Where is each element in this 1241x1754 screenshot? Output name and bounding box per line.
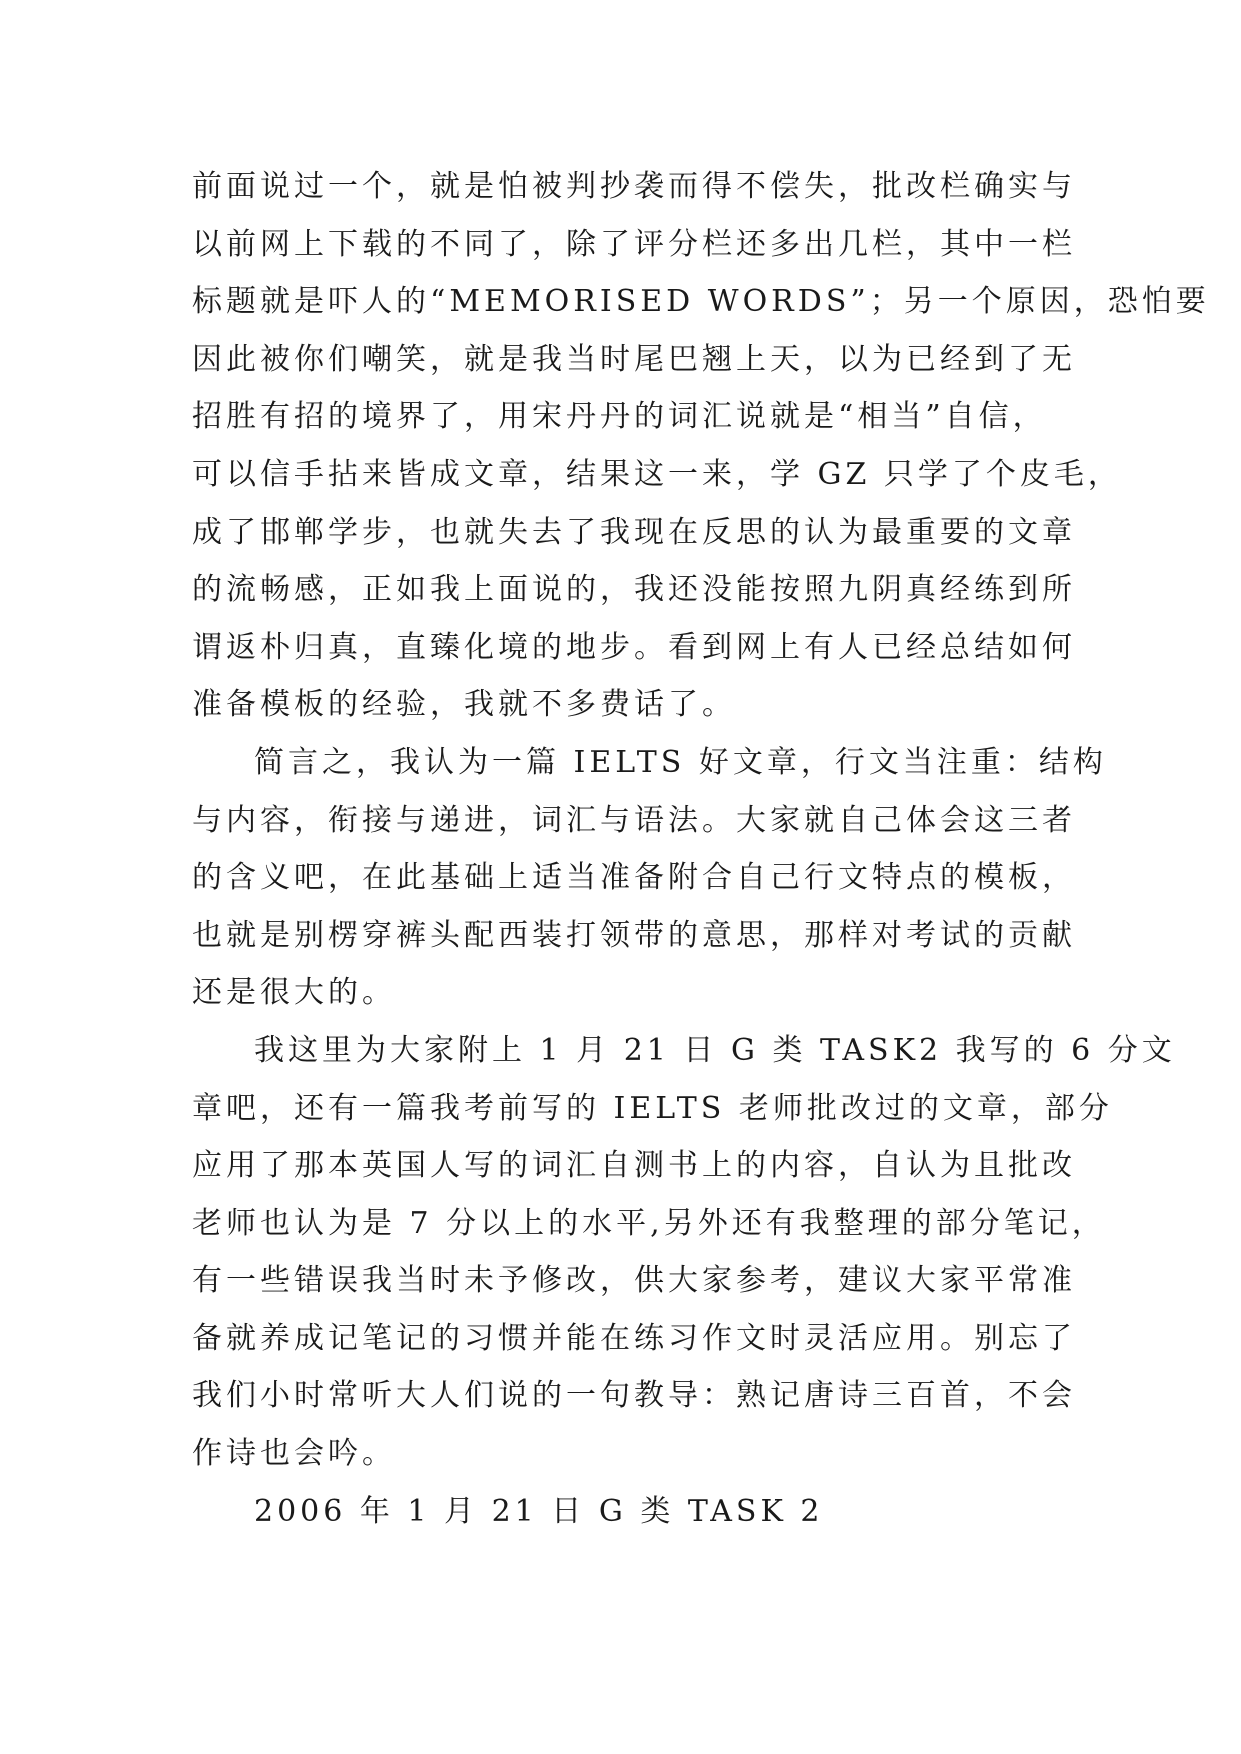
text-line: 谓返朴归真，直臻化境的地步。看到网上有人已经总结如何 xyxy=(192,629,1076,665)
text-line: 章吧，还有一篇我考前写的 IELTS 老师批改过的文章，部分 xyxy=(192,1090,1113,1126)
text-line: 的含义吧，在此基础上适当准备附合自己行文特点的模板， xyxy=(192,860,1076,896)
text-line: 也就是别楞穿裤头配西装打领带的意思，那样对考试的贡献 xyxy=(192,917,1076,953)
section-heading: 2006 年 1 月 21 日 G 类 TASK 2 xyxy=(254,1493,824,1529)
text-line: 可以信手拈来皆成文章，结果这一来，学 GZ 只学了个皮毛， xyxy=(192,456,1122,492)
text-line: 前面说过一个，就是怕被判抄袭而得不偿失，批改栏确实与 xyxy=(192,169,1076,204)
text-line: 的流畅感，正如我上面说的，我还没能按照九阴真经练到所 xyxy=(192,572,1076,608)
text-line: 准备模板的经验，我就不多费话了。 xyxy=(192,687,736,723)
text-line: 我们小时常听大人们说的一句教导：熟记唐诗三百首，不会 xyxy=(192,1378,1076,1414)
paragraph-1 xyxy=(192,158,1210,734)
text-line: 有一些错误我当时未予修改，供大家参考，建议大家平常准 xyxy=(192,1263,1076,1299)
paragraph-3 xyxy=(192,1022,1176,1483)
text-line: 因此被你们嘲笑，就是我当时尾巴翘上天，以为已经到了无 xyxy=(192,341,1076,377)
text-line: 以前网上下载的不同了，除了评分栏还多出几栏，其中一栏 xyxy=(192,226,1076,262)
text-line: 备就养成记笔记的习惯并能在练习作文时灵活应用。别忘了 xyxy=(192,1320,1076,1356)
text-line: 招胜有招的境界了，用宋丹丹的词汇说就是“相当”自信， xyxy=(192,399,1047,435)
text-line: 与内容，衔接与递进，词汇与语法。大家就自己体会这三者 xyxy=(192,802,1076,838)
document-body xyxy=(192,158,1210,1540)
text-line: 老师也认为是 7 分以上的水平,另外还有我整理的部分笔记， xyxy=(192,1205,1106,1241)
text-line: 还是很大的。 xyxy=(192,975,396,1011)
text-line: 成了邯郸学步，也就失去了我现在反思的认为最重要的文章 xyxy=(192,514,1076,550)
text-line: 作诗也会吟。 xyxy=(192,1436,396,1472)
paragraph-2 xyxy=(192,734,1107,1022)
text-line: 我这里为大家附上 1 月 21 日 G 类 TASK2 我写的 6 分文 xyxy=(254,1032,1176,1068)
text-line: 标题就是吓人的“MEMORISED WORDS”；另一个原因，恐怕要 xyxy=(192,284,1210,320)
text-line: 应用了那本英国人写的词汇自测书上的内容，自认为且批改 xyxy=(192,1148,1076,1184)
text-line: 简言之，我认为一篇 IELTS 好文章，行文当注重：结构 xyxy=(254,744,1107,780)
